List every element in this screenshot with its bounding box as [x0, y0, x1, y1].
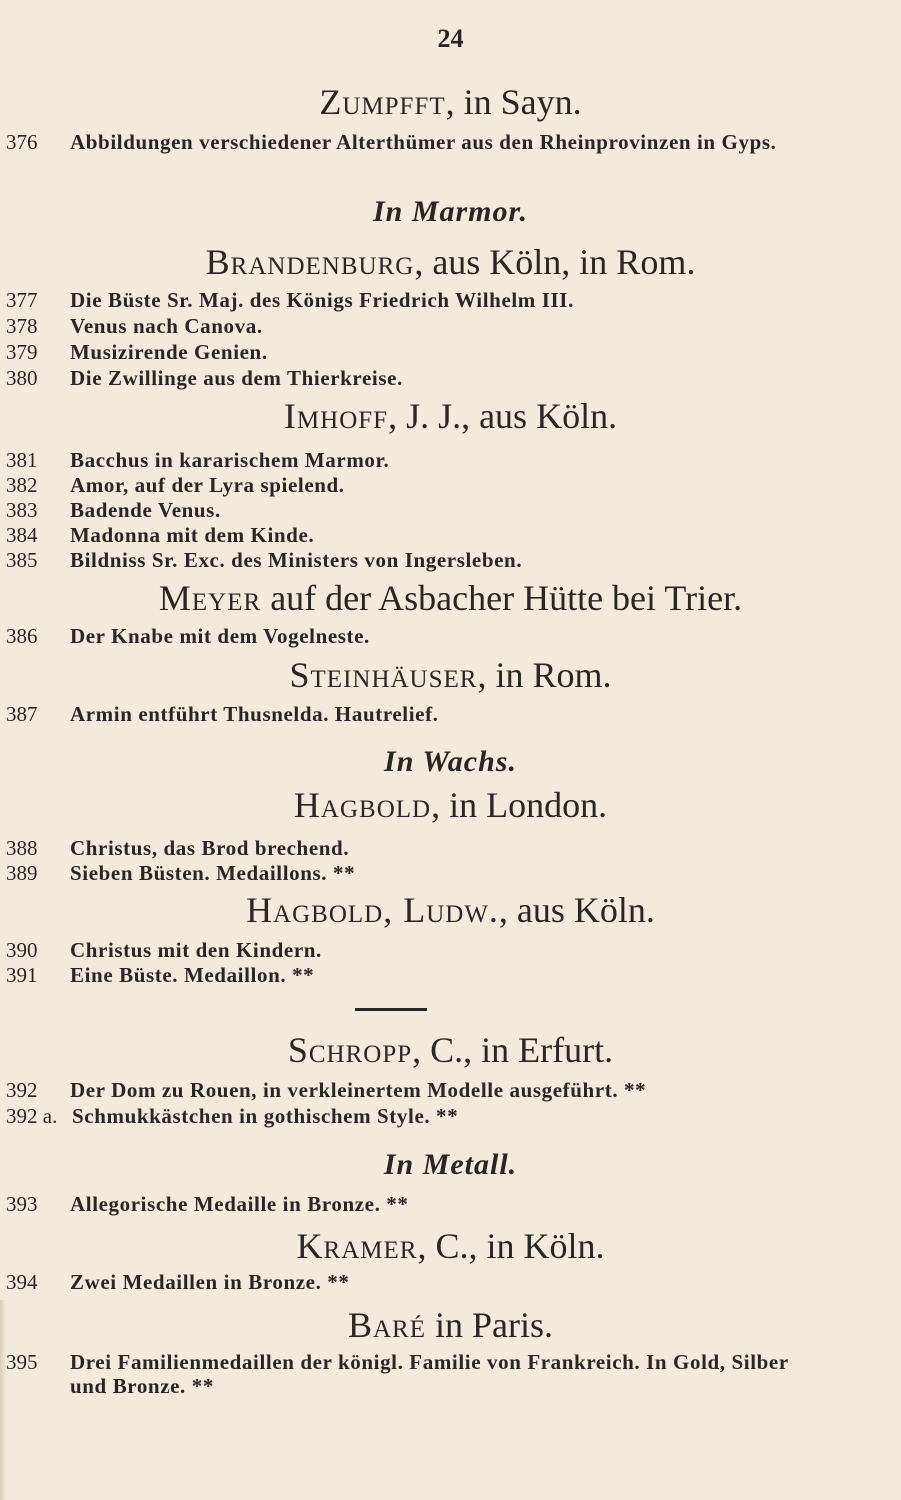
entry-number: 378	[6, 314, 38, 338]
entry-text: Sieben Büsten. Medaillons. **	[70, 861, 356, 885]
entry-text: Christus mit den Kindern.	[70, 938, 322, 962]
artist-name: Hagbold	[293, 785, 432, 825]
artist-name: Brandenburg	[205, 242, 415, 282]
entry-number: 392 a.	[6, 1104, 58, 1128]
entry-number: 390	[6, 938, 38, 962]
section-heading-hagbold	[0, 785, 901, 825]
entry-text: Der Knabe mit dem Vogelneste.	[70, 624, 370, 648]
artist-location: , C., in Köln.	[417, 1226, 605, 1266]
section-heading-brandenburg	[0, 242, 901, 282]
section-heading-meyer	[0, 578, 901, 618]
entry-number: 377	[6, 288, 38, 312]
entry-text: Christus, das Brod brechend.	[70, 836, 350, 860]
entry-number: 379	[6, 340, 38, 364]
artist-name: Imhoff	[283, 396, 389, 436]
entry-text: Badende Venus.	[70, 498, 221, 522]
artist-location: in Paris.	[426, 1305, 554, 1345]
artist-name: Kramer	[296, 1226, 418, 1266]
section-heading-schropp	[0, 1030, 901, 1070]
artist-location: , J. J., aus Köln.	[388, 396, 618, 436]
section-heading-imhoff	[0, 396, 901, 436]
entry-number: 395	[6, 1350, 38, 1374]
section-heading-bare	[0, 1305, 901, 1345]
entry-number: 386	[6, 624, 38, 648]
artist-name: Hagbold, Ludw.	[246, 890, 499, 930]
entry-text: Allegorische Medaille in Bronze. **	[70, 1192, 409, 1216]
entry-number: 385	[6, 548, 38, 572]
artist-location: , in Sayn.	[445, 82, 582, 122]
entry-number: 391	[6, 963, 38, 987]
entry-text: Abbildungen verschiedener Alterthümer aus den Rheinprovinzen in Gyps.	[70, 130, 777, 154]
entry-number: 381	[6, 448, 38, 472]
artist-location: , in Rom.	[477, 655, 612, 695]
material-heading-metall: In Metall.	[383, 1148, 518, 1181]
artist-name: Zumpfft	[319, 82, 446, 122]
artist-location: auf der Asbacher Hütte bei Trier.	[261, 578, 743, 618]
section-heading-kramer	[0, 1226, 901, 1266]
entry-number: 387	[6, 702, 38, 726]
entry-text: Schmukkästchen in gothischem Style. **	[72, 1104, 459, 1128]
entry-number: 383	[6, 498, 38, 522]
entry-text: Bildniss Sr. Exc. des Ministers von Ingersleben.	[70, 548, 523, 572]
entry-number: 382	[6, 473, 38, 497]
material-heading-wachs: In Wachs.	[384, 745, 517, 778]
entry-text: Bacchus in kararischem Marmor.	[70, 448, 390, 472]
entry-number: 384	[6, 523, 38, 547]
artist-location: , aus Köln.	[498, 890, 655, 930]
entry-number: 388	[6, 836, 38, 860]
entry-text: Musizirende Genien.	[70, 340, 268, 364]
entry-text: Die Zwillinge aus dem Thierkreise.	[70, 366, 403, 390]
catalog-entry-376	[0, 130, 901, 180]
entry-number: 393	[6, 1192, 38, 1216]
artist-name: Steinhäuser	[289, 655, 478, 695]
section-heading-steinhaeuser	[0, 655, 901, 695]
entry-number: 380	[6, 366, 38, 390]
entry-number: 376	[6, 130, 38, 154]
entry-text: Amor, auf der Lyra spielend.	[70, 473, 345, 497]
artist-name: Schropp	[287, 1030, 413, 1070]
material-heading-marmor: In Marmor.	[372, 195, 529, 228]
entry-number: 389	[6, 861, 38, 885]
entry-text: Eine Büste. Medaillon. **	[70, 963, 315, 987]
artist-name: Baré	[347, 1305, 426, 1345]
artist-location: , aus Köln, in Rom.	[414, 242, 696, 282]
entry-number: 394	[6, 1270, 38, 1294]
entry-text: Madonna mit dem Kinde.	[70, 523, 315, 547]
entry-text: Der Dom zu Rouen, in verkleinertem Modelle ausgeführt. **	[70, 1078, 647, 1102]
entry-text: Die Büste Sr. Maj. des Königs Friedrich Wilhelm III.	[70, 288, 574, 312]
entry-text: Armin entführt Thusnelda. Hautrelief.	[70, 702, 439, 726]
page-number: 24	[437, 24, 464, 53]
section-heading-zumpfft	[0, 82, 901, 122]
entry-text: Drei Familienmedaillen der königl. Familie von Frankreich. In Gold, Silber und Bronze. **	[70, 1350, 789, 1398]
entry-text: Venus nach Canova.	[70, 314, 263, 338]
section-divider	[355, 1008, 427, 1011]
section-heading-hagbold-ludw	[0, 890, 901, 930]
catalog-entry-395	[0, 1350, 901, 1400]
artist-name: Meyer	[158, 578, 262, 618]
artist-location: , C., in Erfurt.	[412, 1030, 614, 1070]
artist-location: , in London.	[431, 785, 608, 825]
entry-text: Zwei Medaillen in Bronze. **	[70, 1270, 350, 1294]
entry-number: 392	[6, 1078, 38, 1102]
